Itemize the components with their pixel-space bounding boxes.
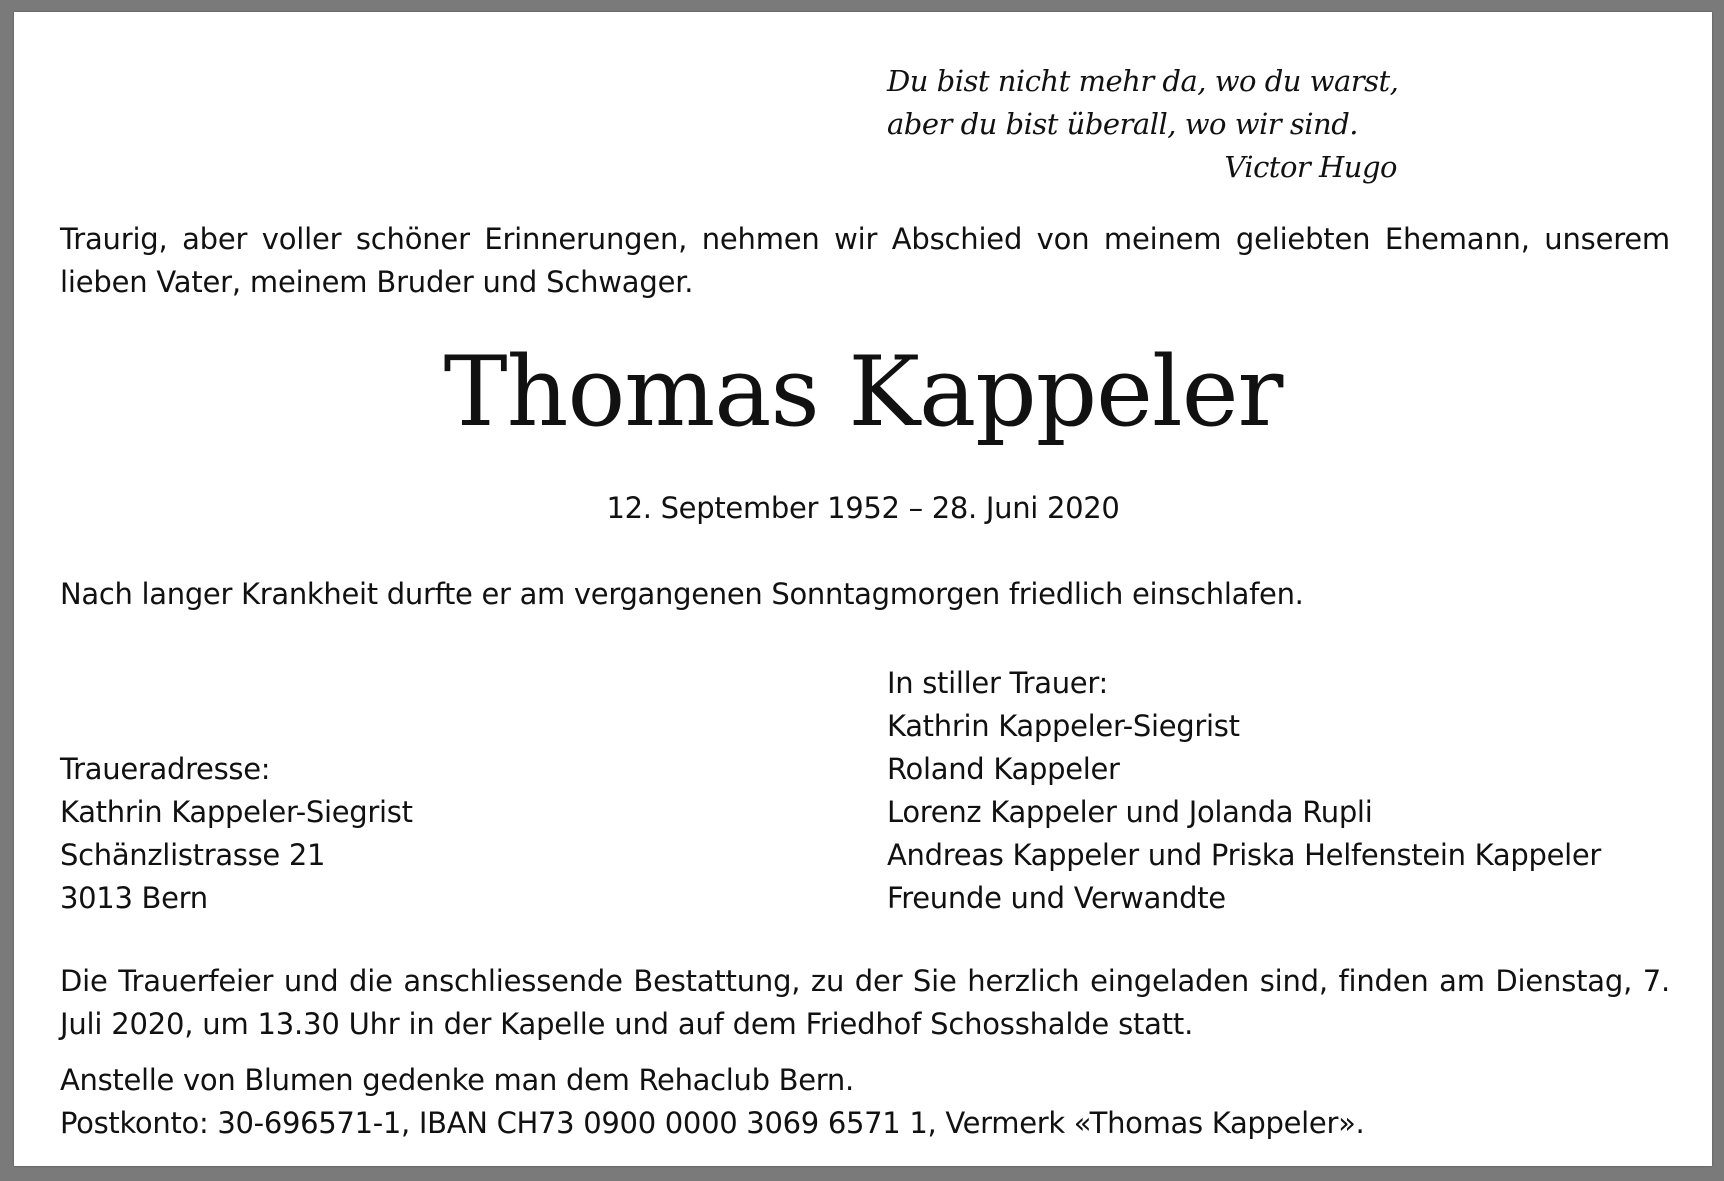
life-dates: 12. September 1952 – 28. Juni 2020 <box>606 491 1120 525</box>
mourning-address-block <box>60 748 820 920</box>
passing-paragraph: Nach langer Krankheit durfte er am vergangenen Sonntagmorgen friedlich einschlafen. <box>60 577 1304 611</box>
address-line: 3013 Bern <box>60 881 208 915</box>
address-heading: Traueradresse: <box>60 752 271 786</box>
donation-line-1: Anstelle von Blumen gedenke man dem Rehaclub Bern. <box>60 1063 854 1097</box>
address-line: Kathrin Kappeler-Siegrist <box>60 795 413 829</box>
mourner-name: Lorenz Kappeler und Jolanda Rupli <box>887 795 1373 829</box>
quote-author: Victor Hugo <box>1224 150 1397 184</box>
quote-line-1: Du bist nicht mehr da, wo du warst, <box>887 64 1399 98</box>
mourner-name: Freunde und Verwandte <box>887 881 1226 915</box>
ceremony-paragraph: Die Trauerfeier und die anschliessende Bestattung, zu der Sie herzlich eingeladen sind, finden am Dienstag, 7. Juli 2020, um 13.30 Uhr in der Kapelle und auf dem Friedhof Schosshalde statt. <box>60 964 1670 1041</box>
obituary-card <box>14 12 1712 1166</box>
epigraph-quote <box>887 60 1407 189</box>
mourner-name: Andreas Kappeler und Priska Helfenstein Kappeler <box>887 838 1602 872</box>
mourner-name: Roland Kappeler <box>887 752 1120 786</box>
mourner-name: Kathrin Kappeler-Siegrist <box>887 709 1240 743</box>
donation-line-2: Postkonto: 30-696571-1, IBAN CH73 0900 0000 3069 6571 1, Vermerk «Thomas Kappeler». <box>60 1106 1365 1140</box>
deceased-name: Thomas Kappeler <box>443 336 1283 448</box>
mourners-heading: In stiller Trauer: <box>887 666 1108 700</box>
address-line: Schänzlistrasse 21 <box>60 838 326 872</box>
quote-line-2: aber du bist überall, wo wir sind. <box>887 107 1358 141</box>
donation-block <box>60 1059 1670 1145</box>
mourners-block <box>887 662 1687 920</box>
intro-paragraph: Traurig, aber voller schöner Erinnerungen, nehmen wir Abschied von meinem geliebten Ehemann, unserem lieben Vater, meinem Bruder und Schwager. <box>60 222 1670 299</box>
